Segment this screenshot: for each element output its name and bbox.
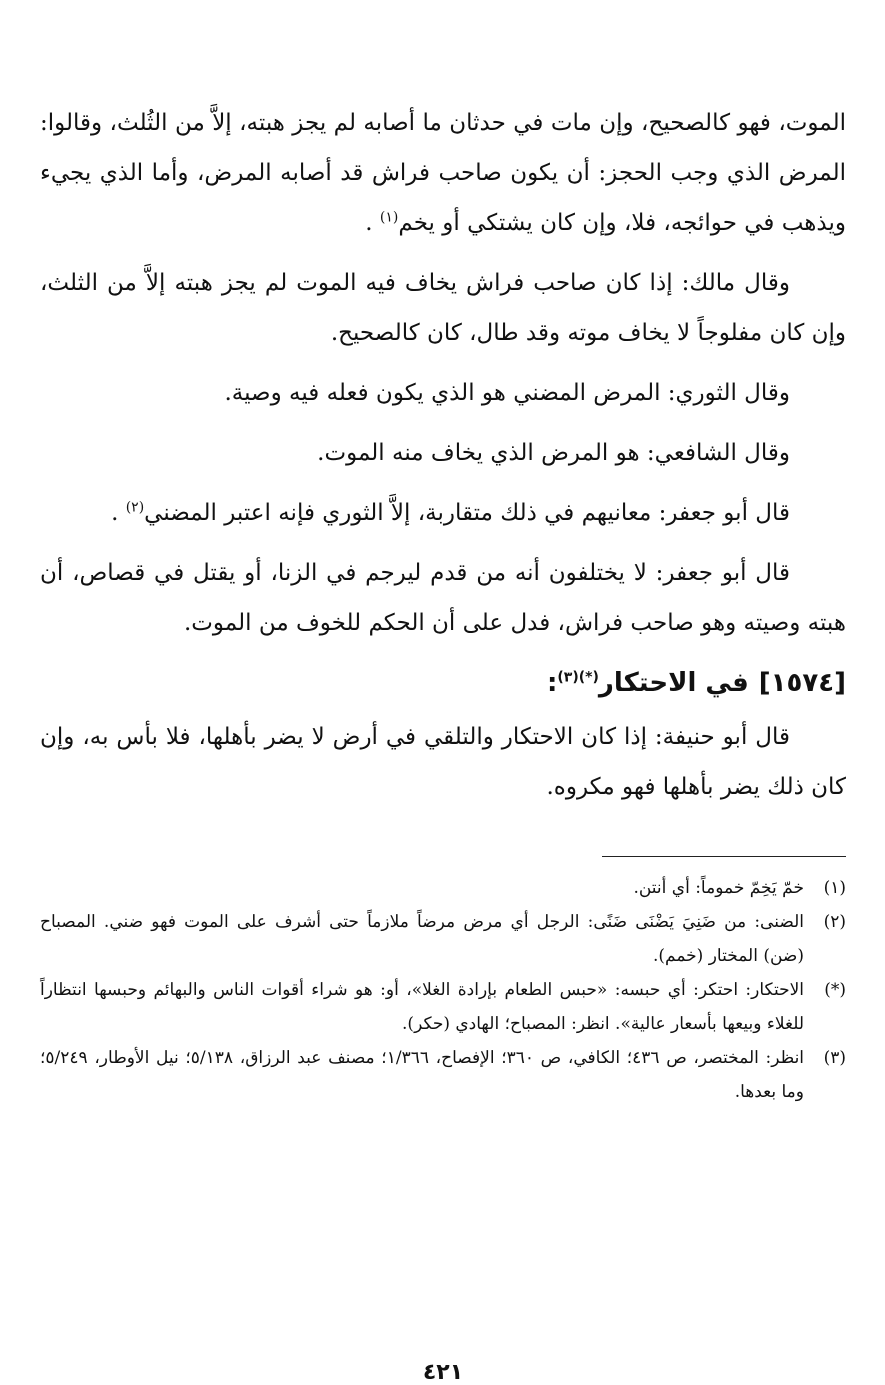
footnote-star-text: الاحتكار: احتكر: أي حبسه: «حبس الطعام بإرادة الغلا»، أو: هو شراء أقوات الناس والبهائم وحبسها انتظاراً للغلاء وبيعها بأسعار عالية». انظر: المصباح؛ الهادي (حكر). xyxy=(40,980,804,1034)
section-heading-colon: : xyxy=(546,668,558,698)
section-number: [١٥٧٤] xyxy=(758,668,846,698)
footnote-2-text: الضنى: من ضَنِيَ يَضْنَى ضَنًى: الرجل أي مرض مرضاً ملازماً حتى أشرف على الموت فهو ضني. المصباح (ضن) المختار (خمم). xyxy=(40,912,804,966)
paragraph-5-text: قال أبو جعفر: معانيهم في ذلك متقاربة، إلاَّ الثوري فإنه اعتبر المضني xyxy=(144,500,790,526)
main-text xyxy=(40,98,846,812)
footnote-2-marker: (٢) xyxy=(823,912,846,932)
paragraph-1-end: . xyxy=(365,210,373,236)
section-footnote-refs: (*)(٣) xyxy=(557,669,599,686)
paragraph-2: وقال مالك: إذا كان صاحب فراش يخاف فيه الموت لم يجز هبته إلاَّ من الثلث، وإن كان مفلوجاً لا يخاف موته وقد طال، كان كالصحيح. xyxy=(40,270,846,346)
footnote-1-marker: (١) xyxy=(823,878,846,898)
paragraph-6: قال أبو جعفر: لا يختلفون أنه من قدم ليرجم في الزنا، أو يقتل في قصاص، أن هبته وصيته وهو صاحب فراش، فدل على أن الحكم للخوف من الموت. xyxy=(40,560,846,636)
paragraph-5-end: . xyxy=(111,500,119,526)
footnote-ref-2: (٢) xyxy=(125,499,145,516)
footnote-ref-1: (١) xyxy=(379,209,399,226)
footnote-3-marker: (٣) xyxy=(823,1048,846,1068)
footnote-3 xyxy=(40,1041,846,1109)
footnote-star xyxy=(40,973,846,1041)
paragraph-5 xyxy=(40,488,846,538)
section-heading xyxy=(40,658,846,708)
page-number: ٤٢١ xyxy=(422,1360,464,1385)
footnote-1 xyxy=(40,871,846,905)
book-page xyxy=(40,98,846,1385)
footnote-3-text: انظر: المختصر، ص ٤٣٦؛ الكافي، ص ٣٦٠؛ الإفصاح، ١/٣٦٦؛ مصنف عبد الرزاق، ٥/١٣٨؛ نيل الأوطار، ٥/٢٤٩؛ وما بعدها. xyxy=(40,1048,805,1102)
paragraph-4: وقال الشافعي: هو المرض الذي يخاف منه الموت. xyxy=(317,440,790,466)
footnote-star-marker: (*) xyxy=(824,980,846,1000)
footnote-1-text: خمّ يَخِمّ خموماً: أي أنتن. xyxy=(633,878,804,898)
section-title: في الاحتكار xyxy=(598,668,749,698)
paragraph-1-text: الموت، فهو كالصحيح، وإن مات في حدثان ما أصابه لم يجز هبته، إلاَّ من الثُلث، وقالوا: المرض الذي وجب الحجز: أن يكون صاحب فراش قد أصابه المرض، وأما الذي يجيء ويذهب في حوائجه، فلا، وإن كان يشتكي أو يخم xyxy=(40,110,846,236)
footnotes xyxy=(40,871,846,1109)
paragraph-3: وقال الثوري: المرض المضني هو الذي يكون فعله فيه وصية. xyxy=(224,380,790,406)
footnote-2 xyxy=(40,905,846,973)
paragraph-7: قال أبو حنيفة: إذا كان الاحتكار والتلقي في أرض لا يضر بأهلها، فلا بأس به، وإن كان ذلك يضر بأهلها فهو مكروه. xyxy=(40,724,846,800)
footnote-separator xyxy=(602,856,846,857)
paragraph-1 xyxy=(40,98,846,248)
